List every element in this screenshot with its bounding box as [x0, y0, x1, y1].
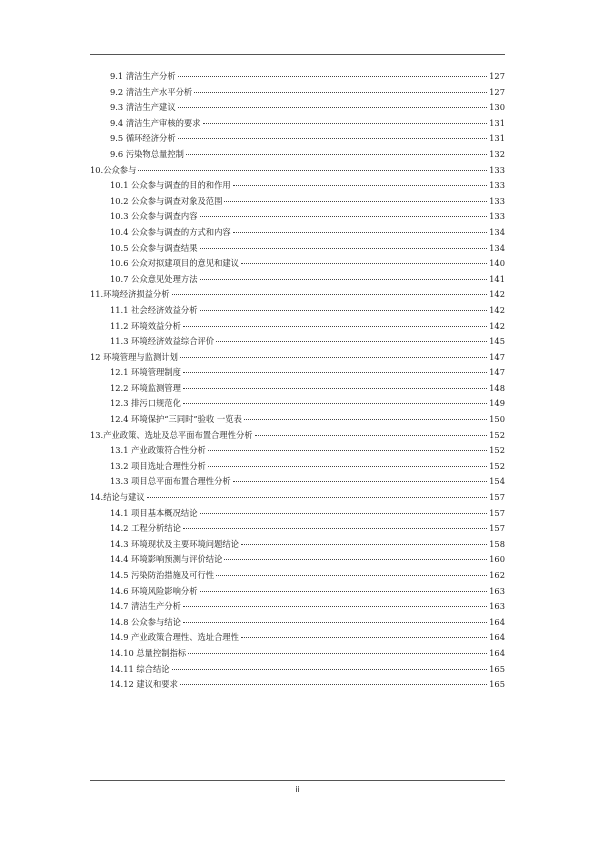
toc-entry-page: 165: [489, 663, 505, 674]
toc-entry-page: 164: [489, 632, 505, 643]
dot-leader: [183, 326, 487, 327]
dot-leader: [180, 684, 487, 685]
toc-entry[interactable]: [90, 474, 505, 490]
toc-entry[interactable]: [90, 116, 505, 132]
toc-entry-title: 14.6 环境风险影响分析: [110, 585, 198, 596]
toc-entry-title: 12.4 环境保护“三同时”验收 一览表: [110, 414, 242, 425]
toc-entry-title: 9.4 清洁生产审核的要求: [110, 117, 201, 128]
toc-entry-title: 13.产业政策、选址及总平面布置合理性分析: [90, 429, 253, 440]
toc-entry[interactable]: [90, 630, 505, 646]
toc-entry[interactable]: [90, 599, 505, 615]
toc-entry-title: 14.3 环境现状及主要环境问题结论: [110, 538, 239, 549]
toc-entry-title: 12 环境管理与监测计划: [90, 351, 178, 362]
toc-entry-title: 12.3 排污口规范化: [110, 398, 181, 409]
toc-entry-title: 10.7 公众意见处理方法: [110, 273, 198, 284]
toc-entry-page: 145: [489, 336, 505, 347]
toc-entry[interactable]: [90, 225, 505, 241]
toc-entry-page: 154: [489, 476, 505, 487]
toc-entry-page: 162: [489, 570, 505, 580]
toc-entry-page: 142: [489, 320, 505, 331]
toc-entry-page: 140: [489, 258, 505, 269]
toc-entry[interactable]: [90, 256, 505, 272]
toc-entry-title: 14.5 污染防治措施及可行性: [110, 570, 215, 580]
toc-entry[interactable]: [90, 241, 505, 257]
toc-entry[interactable]: [90, 209, 505, 225]
header-rule: [90, 54, 505, 55]
toc-entry[interactable]: [90, 303, 505, 319]
page-number: ii: [295, 785, 300, 794]
toc-entry[interactable]: [90, 334, 505, 350]
toc-entry-page: 132: [489, 148, 505, 159]
toc-entry-page: 141: [489, 273, 505, 284]
toc-entry[interactable]: [90, 552, 505, 568]
toc-entry-title: 10.公众参与: [90, 164, 137, 175]
toc-entry-title: 13.3 项目总平面布置合理性分析: [110, 476, 231, 487]
toc-entry-page: 165: [489, 679, 505, 690]
dot-leader: [183, 403, 487, 404]
toc-entry-page: 163: [489, 601, 505, 612]
toc-entry-page: 133: [489, 180, 505, 191]
toc-entry-title: 11.1 社会经济效益分析: [110, 304, 198, 315]
toc-entry-title: 14.11 综合结论: [110, 663, 170, 674]
toc-entry-page: 152: [489, 460, 505, 471]
dot-leader: [178, 138, 488, 139]
dot-leader: [183, 372, 487, 373]
toc-entry-title: 14.1 项目基本概况结论: [110, 507, 198, 518]
toc-entry-title: 14.结论与建议: [90, 492, 145, 503]
toc-entry[interactable]: [90, 381, 505, 397]
dot-leader: [180, 357, 487, 358]
dot-leader: [147, 497, 487, 498]
toc-entry-page: 160: [489, 554, 505, 565]
dot-leader: [178, 107, 488, 108]
toc-entry-page: 127: [489, 71, 505, 81]
dot-leader: [233, 232, 487, 233]
toc-entry-page: 157: [489, 492, 505, 503]
toc-entry[interactable]: [90, 459, 505, 475]
toc-entry[interactable]: [90, 521, 505, 537]
toc-entry[interactable]: [90, 443, 505, 459]
dot-leader: [244, 419, 487, 420]
toc-entry-title: 10.3 公众参与调查内容: [110, 211, 198, 222]
toc-entry-title: 14.8 公众参与结论: [110, 616, 181, 627]
toc-entry[interactable]: [90, 537, 505, 553]
toc-entry-title: 14.10 总量控制指标: [110, 647, 187, 658]
toc-entry[interactable]: [90, 178, 505, 194]
toc-entry-page: 131: [489, 117, 505, 128]
dot-leader: [194, 92, 487, 93]
dot-leader: [188, 653, 487, 654]
toc-entry-page: 131: [489, 133, 505, 144]
toc-entry-page: 142: [489, 304, 505, 315]
toc-entry[interactable]: [90, 646, 505, 662]
toc-entry-page: 149: [489, 398, 505, 409]
dot-leader: [216, 341, 487, 342]
toc-entry[interactable]: [90, 506, 505, 522]
toc-entry-page: 158: [489, 538, 505, 549]
toc-entry-page: 133: [489, 211, 505, 222]
dot-leader: [183, 622, 487, 623]
toc-entry-page: 163: [489, 585, 505, 596]
toc-entry[interactable]: [90, 412, 505, 428]
dot-leader: [241, 263, 487, 264]
toc-entry-title: 9.3 清洁生产建议: [110, 102, 176, 113]
toc-entry-page: 134: [489, 226, 505, 237]
toc-entry-title: 9.1 清洁生产分析: [110, 71, 176, 81]
toc-entry-page: 148: [489, 382, 505, 393]
toc-entry-page: 134: [489, 242, 505, 253]
toc-entry-title: 10.4 公众参与调查的方式和内容: [110, 226, 231, 237]
dot-leader: [183, 606, 487, 607]
toc-entry-page: 164: [489, 616, 505, 627]
toc-entry[interactable]: [90, 147, 505, 163]
dot-leader: [183, 388, 487, 389]
dot-leader: [216, 575, 487, 576]
toc-entry-page: 142: [489, 289, 505, 300]
dot-leader: [241, 637, 487, 638]
toc-entry-title: 10.6 公众对拟建项目的意见和建议: [110, 258, 239, 269]
dot-leader: [255, 435, 488, 436]
toc-entry[interactable]: [90, 615, 505, 631]
toc-entry-title: 14.4 环境影响预测与评价结论: [110, 554, 223, 565]
toc-entry-page: 157: [489, 507, 505, 518]
dot-leader: [200, 279, 488, 280]
toc-entry[interactable]: [90, 85, 505, 101]
toc-entry-title: 11.2 环境效益分析: [110, 320, 181, 331]
toc-entry[interactable]: [90, 194, 505, 210]
dot-leader: [178, 76, 488, 77]
toc-entry[interactable]: [90, 677, 505, 693]
toc-entry-page: 133: [489, 164, 505, 175]
dot-leader: [233, 185, 487, 186]
toc-entry[interactable]: [90, 319, 505, 335]
toc-entry[interactable]: [90, 428, 505, 444]
toc-entry-title: 10.2 公众参与调查对象及范围: [110, 195, 223, 206]
toc-entry-title: 13.1 产业政策符合性分析: [110, 445, 206, 456]
toc-entry[interactable]: [90, 568, 505, 584]
dot-leader: [208, 450, 487, 451]
dot-leader: [233, 481, 487, 482]
toc-entry-page: 152: [489, 445, 505, 456]
toc-entry-page: 127: [489, 86, 505, 97]
toc-entry-title: 14.7 清洁生产分析: [110, 601, 181, 612]
toc-entry-title: 9.6 污染物总量控制: [110, 148, 184, 159]
dot-leader: [172, 669, 488, 670]
toc-entry[interactable]: [90, 131, 505, 147]
toc-entry-page: 164: [489, 647, 505, 658]
toc-entry-title: 12.1 环境管理制度: [110, 367, 181, 378]
toc-entry-title: 9.2 清洁生产水平分析: [110, 86, 193, 97]
toc-entry[interactable]: [90, 490, 505, 506]
toc-entry-title: 10.1 公众参与调查的目的和作用: [110, 180, 231, 191]
dot-leader: [200, 248, 488, 249]
dot-leader: [200, 216, 488, 217]
toc-entry[interactable]: [90, 100, 505, 116]
dot-leader: [183, 528, 487, 529]
table-of-contents: [90, 69, 505, 693]
toc-entry-title: 11.环境经济损益分析: [90, 289, 170, 300]
toc-entry-title: 14.9 产业政策合理性、选址合理性: [110, 632, 239, 643]
dot-leader: [224, 559, 487, 560]
toc-entry-title: 9.5 循环经济分析: [110, 133, 176, 144]
toc-entry[interactable]: [90, 272, 505, 288]
toc-entry[interactable]: [90, 662, 505, 678]
toc-entry[interactable]: [90, 584, 505, 600]
toc-entry-title: 14.12 建议和要求: [110, 679, 178, 690]
toc-entry[interactable]: [90, 350, 505, 366]
toc-entry-page: 130: [489, 102, 505, 113]
dot-leader: [186, 154, 487, 155]
toc-entry-page: 133: [489, 195, 505, 206]
dot-leader: [224, 201, 487, 202]
dot-leader: [200, 591, 488, 592]
dot-leader: [172, 294, 488, 295]
dot-leader: [200, 310, 488, 311]
footer-rule: [90, 780, 505, 781]
toc-entry[interactable]: [90, 396, 505, 412]
toc-entry-page: 157: [489, 523, 505, 534]
toc-entry[interactable]: [90, 69, 505, 85]
dot-leader: [203, 123, 488, 124]
toc-entry[interactable]: [90, 287, 505, 303]
dot-leader: [208, 466, 487, 467]
toc-entry-page: 150: [489, 414, 505, 425]
toc-entry-title: 11.3 环境经济效益综合评价: [110, 336, 215, 347]
toc-entry[interactable]: [90, 163, 505, 179]
toc-entry-page: 147: [489, 351, 505, 362]
toc-entry-page: 147: [489, 367, 505, 378]
toc-entry-title: 10.5 公众参与调查结果: [110, 242, 198, 253]
toc-entry-title: 14.2 工程分析结论: [110, 523, 181, 534]
toc-entry[interactable]: [90, 365, 505, 381]
toc-entry-title: 12.2 环境监测管理: [110, 382, 181, 393]
dot-leader: [200, 513, 488, 514]
dot-leader: [138, 170, 487, 171]
dot-leader: [241, 544, 487, 545]
toc-entry-page: 152: [489, 429, 505, 440]
toc-entry-title: 13.2 项目选址合理性分析: [110, 460, 206, 471]
